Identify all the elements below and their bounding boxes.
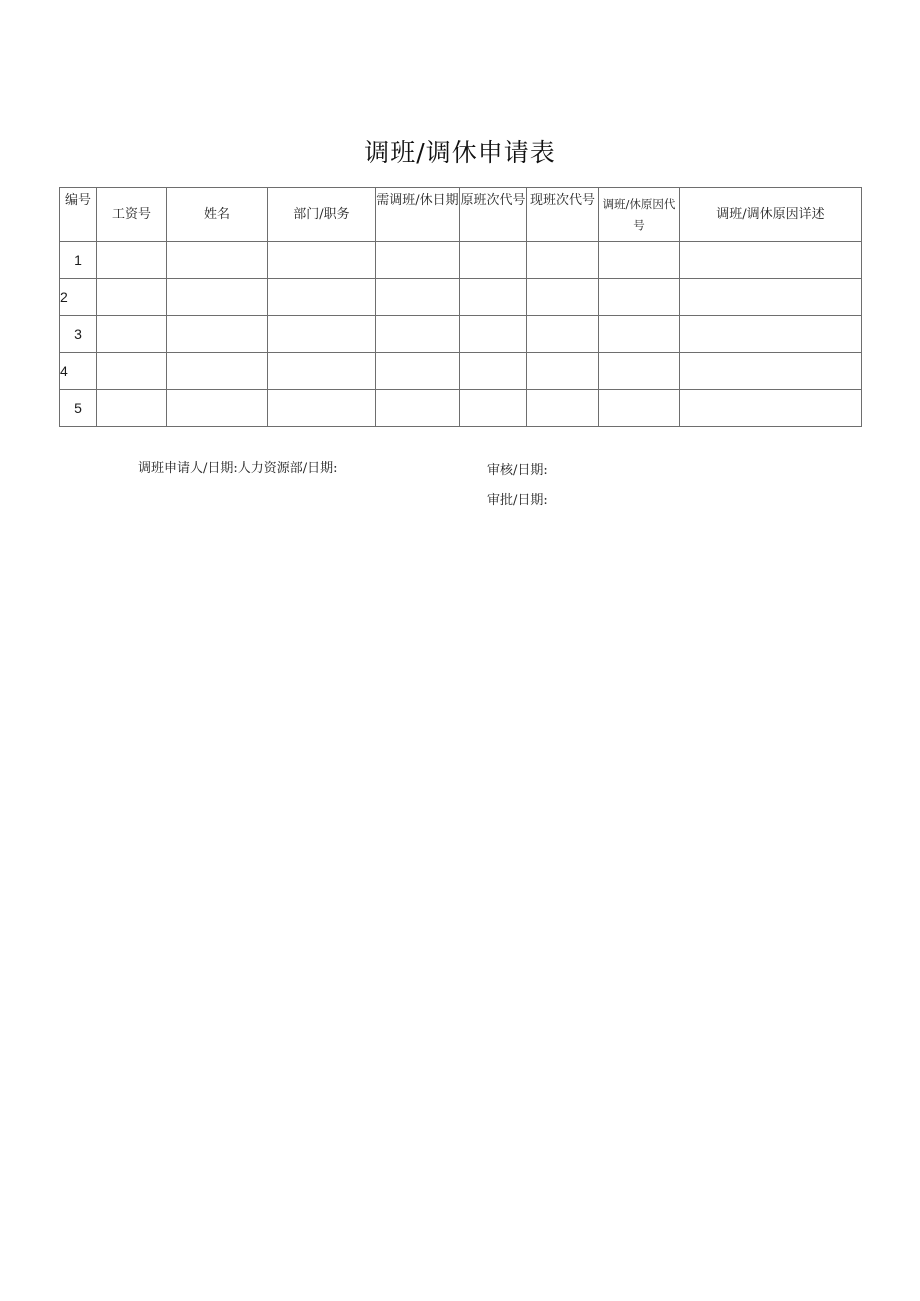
- reason-detail-cell[interactable]: [680, 316, 862, 353]
- table-row: [60, 390, 862, 427]
- signature-line-applicant-hr: [138, 457, 338, 476]
- new-shift-cell[interactable]: [527, 279, 599, 316]
- salary-id-cell[interactable]: [97, 279, 167, 316]
- table-row: [60, 316, 862, 353]
- table-row: [60, 279, 862, 316]
- department-cell[interactable]: [268, 390, 376, 427]
- name-cell[interactable]: [167, 316, 268, 353]
- approve-signature-label: 审批/日期:: [487, 493, 548, 508]
- reason-detail-cell[interactable]: [680, 353, 862, 390]
- reason-code-cell[interactable]: [599, 390, 680, 427]
- row-number: 3: [60, 316, 97, 353]
- header-reason-code: 调班/休原因代号: [599, 188, 680, 242]
- new-shift-cell[interactable]: [527, 242, 599, 279]
- original-shift-cell[interactable]: [460, 279, 527, 316]
- reason-detail-cell[interactable]: [680, 279, 862, 316]
- department-cell[interactable]: [268, 316, 376, 353]
- header-reason-detail: 调班/调休原因详述: [680, 188, 862, 242]
- new-shift-cell[interactable]: [527, 353, 599, 390]
- name-cell[interactable]: [167, 390, 268, 427]
- row-number: 4: [60, 353, 97, 390]
- department-cell[interactable]: [268, 279, 376, 316]
- name-cell[interactable]: [167, 353, 268, 390]
- department-cell[interactable]: [268, 353, 376, 390]
- salary-id-cell[interactable]: [97, 390, 167, 427]
- header-new-shift: 现班次代号: [527, 188, 599, 242]
- original-shift-cell[interactable]: [460, 353, 527, 390]
- new-shift-cell[interactable]: [527, 316, 599, 353]
- original-shift-cell[interactable]: [460, 390, 527, 427]
- row-number: 2: [60, 279, 97, 316]
- header-date: 需调班/休日期: [376, 188, 460, 242]
- header-original-shift: 原班次代号: [460, 188, 527, 242]
- reason-code-cell[interactable]: [599, 242, 680, 279]
- reason-code-cell[interactable]: [599, 353, 680, 390]
- original-shift-cell[interactable]: [460, 242, 527, 279]
- header-row: [60, 188, 862, 242]
- header-number: 编号: [60, 188, 97, 242]
- salary-id-cell[interactable]: [97, 242, 167, 279]
- name-cell[interactable]: [167, 279, 268, 316]
- row-number: 5: [60, 390, 97, 427]
- table-row: [60, 353, 862, 390]
- shift-request-table: [59, 187, 862, 427]
- date-cell[interactable]: [376, 279, 460, 316]
- name-cell[interactable]: [167, 242, 268, 279]
- salary-id-cell[interactable]: [97, 316, 167, 353]
- header-department: 部门/职务: [268, 188, 376, 242]
- applicant-signature-label: 调班申请人/日期:: [138, 461, 238, 476]
- original-shift-cell[interactable]: [460, 316, 527, 353]
- reason-code-cell[interactable]: [599, 316, 680, 353]
- header-salary-id: 工资号: [97, 188, 167, 242]
- department-cell[interactable]: [268, 242, 376, 279]
- date-cell[interactable]: [376, 242, 460, 279]
- form-title: 调班/调休申请表: [364, 138, 556, 167]
- reason-detail-cell[interactable]: [680, 242, 862, 279]
- date-cell[interactable]: [376, 353, 460, 390]
- date-cell[interactable]: [376, 390, 460, 427]
- reason-detail-cell[interactable]: [680, 390, 862, 427]
- review-signature-label: 审核/日期:: [487, 463, 548, 478]
- reason-code-cell[interactable]: [599, 279, 680, 316]
- salary-id-cell[interactable]: [97, 353, 167, 390]
- row-number: 1: [60, 242, 97, 279]
- date-cell[interactable]: [376, 316, 460, 353]
- hr-signature-label: 人力资源部/日期:: [237, 461, 338, 476]
- header-name: 姓名: [167, 188, 268, 242]
- new-shift-cell[interactable]: [527, 390, 599, 427]
- table-row: [60, 242, 862, 279]
